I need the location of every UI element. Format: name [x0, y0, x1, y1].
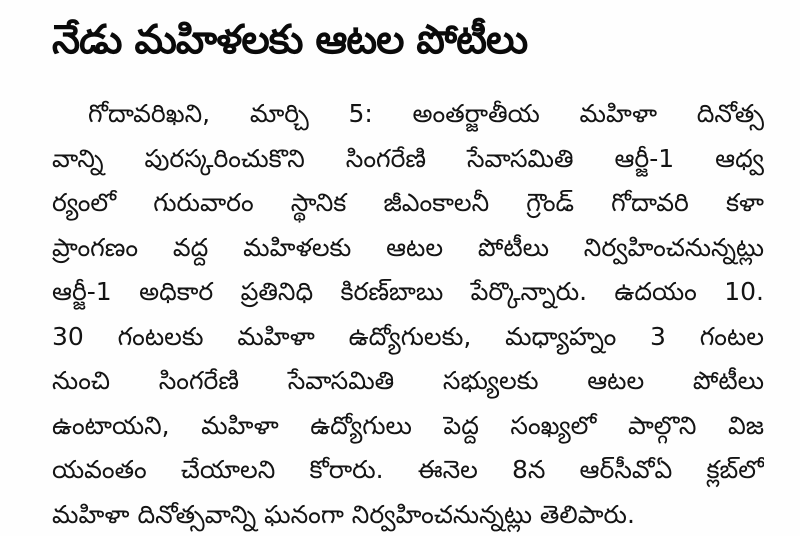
article-line-1: గోదావరిఖని, మార్చి 5: అంతర్జాతీయ మహిళా దినోత్స — [88, 99, 764, 128]
article-line-9: యవంతం చేయాలని కోరారు. ఈనెల 8న ఆర్‌సీవోఏ క్లబ్‌లో — [52, 455, 764, 484]
article-line-6: 30 గంటలకు మహిళా ఉద్యోగులకు, మధ్యాహ్నం 3 గంటల — [52, 321, 764, 351]
article-line-8: ఉంటాయని, మహిళా ఉద్యోగులు పెద్ద సంఖ్యలో పాల్గొని విజ — [52, 410, 764, 440]
article-line-3: ర్యంలో గురువారం స్థానిక జీఎంకాలనీ గ్రౌండ్ గోదావరి కళా — [52, 188, 764, 217]
article-body — [52, 92, 764, 536]
article-line-4: ప్రాంగణం వద్ద మహిళలకు ఆటల పోటీలు నిర్వహించనున్నట్లు — [52, 232, 764, 262]
article-line-10: మహిళా దినోత్సవాన్ని ఘనంగా నిర్వహించనున్నట్లు తెలిపారు. — [52, 499, 635, 529]
article-line-2: వాన్ని పురస్కరించుకొని సింగరేణి సేవాసమితి ఆర్జీ-1 ఆధ్వ — [52, 143, 764, 173]
article-headline: నేడు మహిళలకు ఆటల పోటీలు — [52, 17, 528, 63]
article-line-7: నుంచి సింగరేణి సేవాసమితి సభ్యులకు ఆటల పోటీలు — [52, 366, 764, 395]
article-line-5: ఆర్జీ-1 అధికార ప్రతినిధి కిరణ్‌బాబు పేర్కొన్నారు. ఉదయం 10. — [52, 277, 764, 306]
